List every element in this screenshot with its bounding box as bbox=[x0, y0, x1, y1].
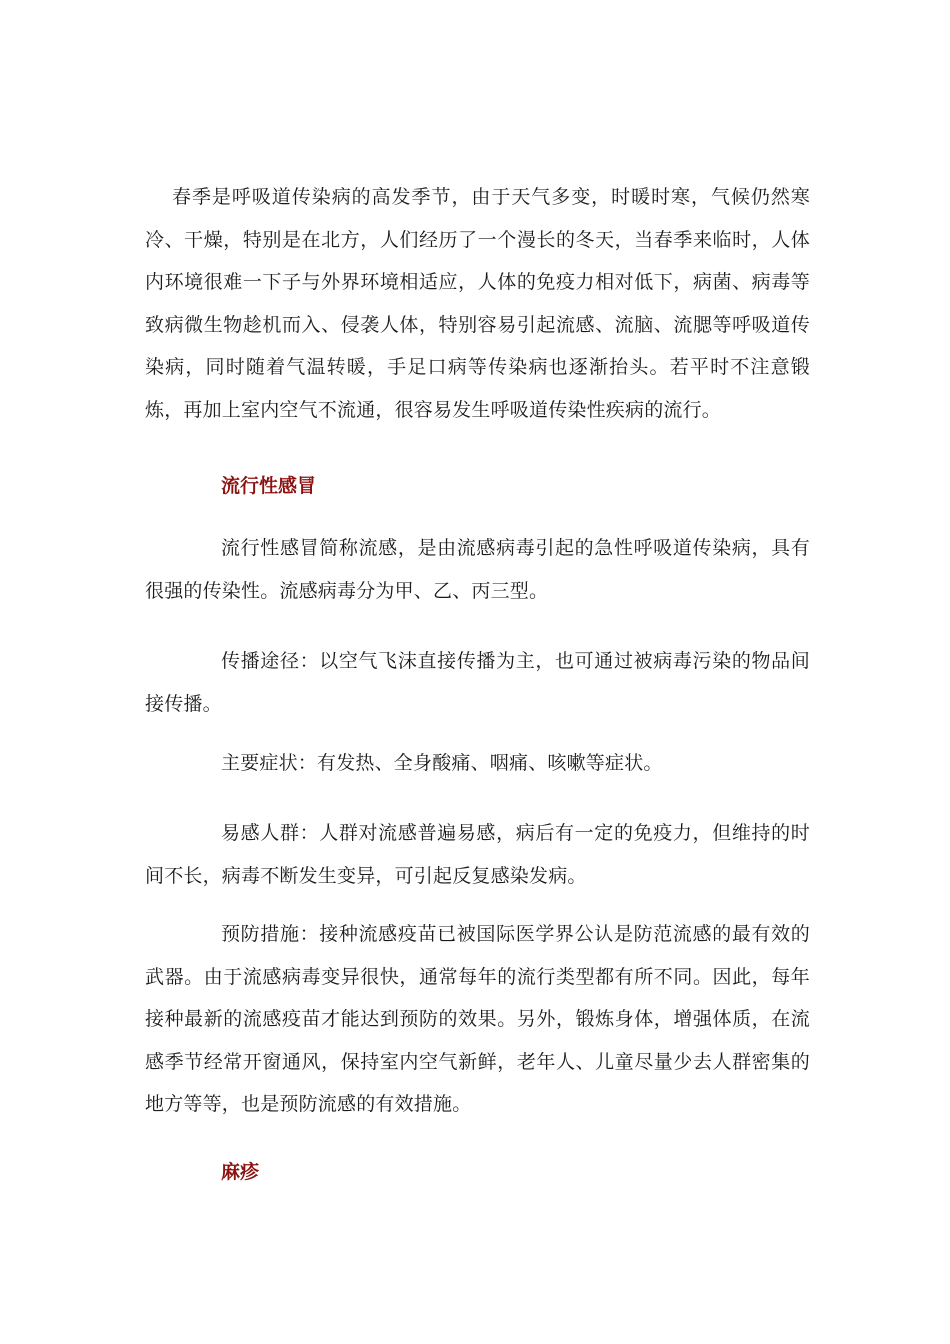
influenza-transmission-paragraph: 传播途径：以空气飞沫直接传播为主，也可通过被病毒污染的物品间接传播。 bbox=[145, 650, 810, 715]
influenza-definition-paragraph: 流行性感冒简称流感，是由流感病毒引起的急性呼吸道传染病，具有很强的传染性。流感病毒分为甲、乙、丙三型。 bbox=[145, 537, 810, 602]
section-heading-measles: 麻疹 bbox=[221, 1161, 260, 1183]
influenza-prevention-paragraph: 预防措施：接种流感疫苗已被国际医学界公认是防范流感的最有效的武器。由于流感病毒变异很快，通常每年的流行类型都有所不同。因此，每年接种最新的流感疫苗才能达到预防的效果。另外，锻炼身体，增强体质，在流感季节经常开窗通风，保持室内空气新鲜，老年人、儿童尽量少去人群密集的地方等等，也是预防流感的有效措施。 bbox=[145, 923, 810, 1115]
influenza-symptoms-paragraph: 主要症状：有发热、全身酸痛、咽痛、咳嗽等症状。 bbox=[221, 752, 663, 774]
section-heading-influenza: 流行性感冒 bbox=[221, 475, 317, 497]
intro-paragraph: 春季是呼吸道传染病的高发季节，由于天气多变，时暖时寒，气候仍然寒冷、干燥，特别是在北方，人们经历了一个漫长的冬天，当春季来临时，人体内环境很难一下子与外界环境相适应，人体的免疫力相对低下，病菌、病毒等致病微生物趁机而入、侵袭人体，特别容易引起流感、流脑、流腮等呼吸道传染病，同时随着气温转暖，手足口病等传染病也逐渐抬头。若平时不注意锻炼，再加上室内空气不流通，很容易发生呼吸道传染性疾病的流行。 bbox=[145, 186, 810, 421]
influenza-susceptible-paragraph: 易感人群：人群对流感普遍易感，病后有一定的免疫力，但维持的时间不长，病毒不断发生变异，可引起反复感染发病。 bbox=[145, 822, 810, 887]
